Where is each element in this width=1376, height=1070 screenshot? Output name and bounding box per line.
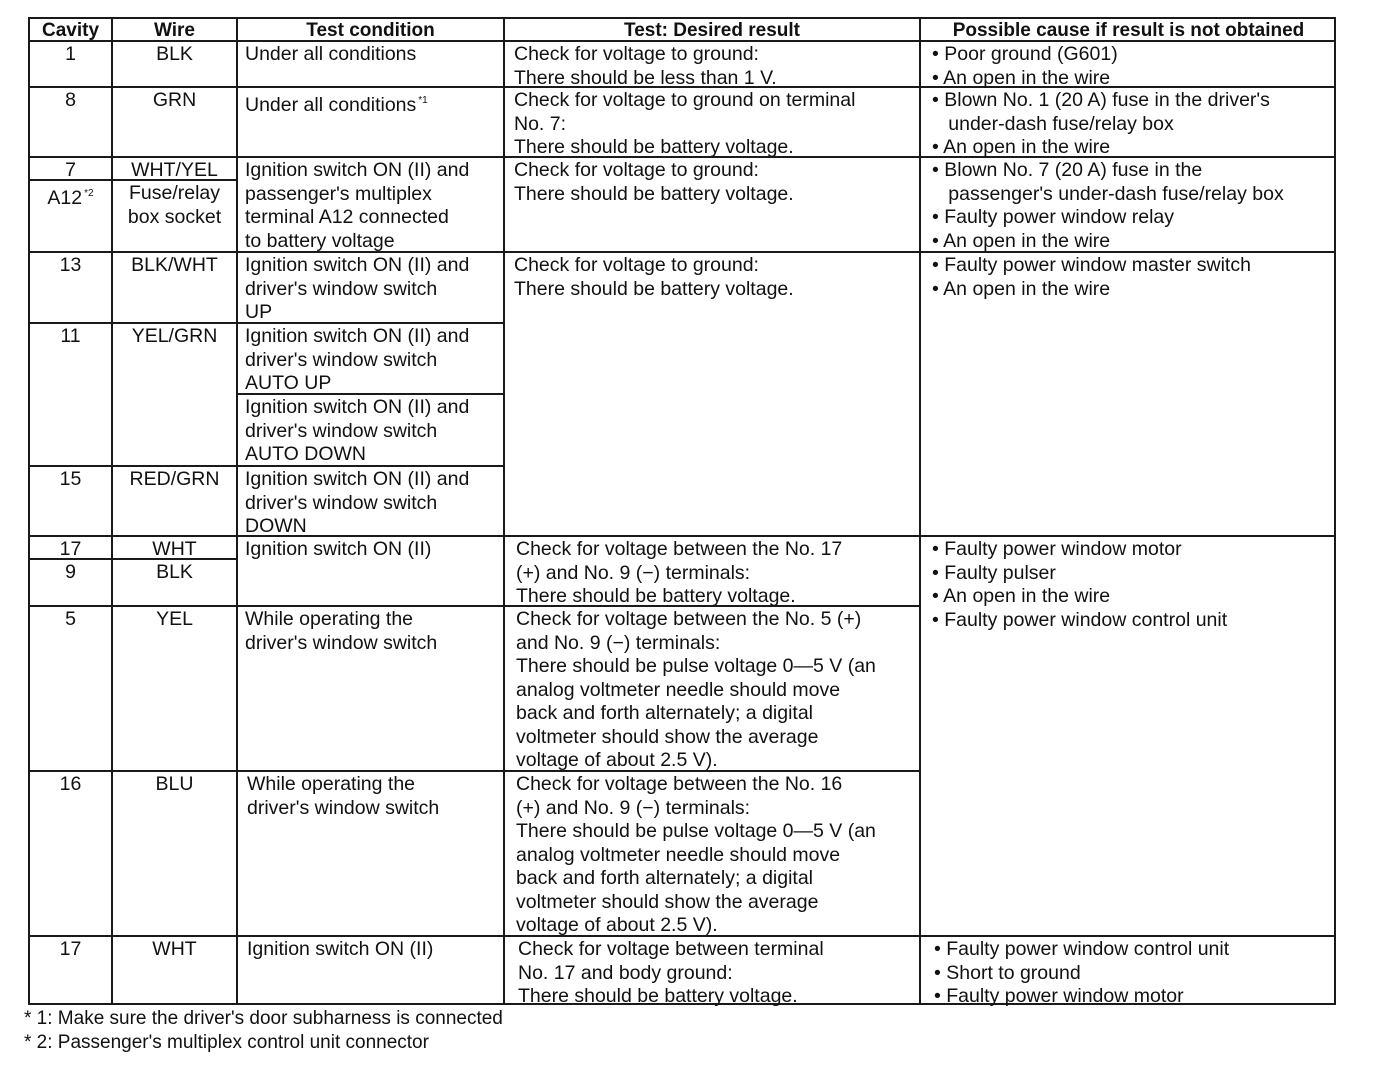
cavity-cell: 17 xyxy=(59,538,82,560)
cavity-cell: 7 xyxy=(65,159,76,181)
condition-cell: Under all conditions $^{*1}$ xyxy=(245,94,428,116)
footnote-1: * 1: Make sure the driver's door subharness is connected xyxy=(24,1008,503,1029)
result-cell: Check for voltage between the No. 5 (+) and No. 9 (−) terminals: There should be pulse voltage 0—5 V (an analog voltmeter needle should move back and forth alternately; a digital voltmeter should show the average voltage of about 2.5 V). xyxy=(516,608,876,771)
cavity-cell: 1 xyxy=(65,43,76,65)
cause-cell: • Poor ground (G601) • An open in the wire xyxy=(932,43,1118,89)
condition-cell: Ignition switch ON (II) xyxy=(247,938,434,960)
cavity-cell: 15 xyxy=(59,468,82,490)
footnote-marker: *1 xyxy=(418,95,428,106)
wire-cell: RED/GRN xyxy=(129,468,220,490)
cavity-cell: 13 xyxy=(59,254,82,276)
wire-cell: WHT xyxy=(152,938,197,960)
condition-cell: While operating the driver's window switch xyxy=(245,608,438,654)
diagnostic-table xyxy=(28,17,1336,1005)
cavity-cell: 17 xyxy=(59,938,82,960)
grid-line xyxy=(503,19,505,1005)
cause-cell: • Blown No. 7 (20 A) fuse in the passenger's under-dash fuse/relay box • Faulty power window relay • An open in the wire xyxy=(932,159,1284,252)
condition-cell: Ignition switch ON (II) and driver's window switch AUTO DOWN xyxy=(245,396,470,465)
footnote-2: * 2: Passenger's multiplex control unit connector xyxy=(24,1032,429,1053)
result-cell: Check for voltage to ground: There should be less than 1 V. xyxy=(514,43,777,89)
cause-cell: • Blown No. 1 (20 A) fuse in the driver's under-dash fuse/relay box • An open in the wire xyxy=(932,89,1270,158)
header-wire: Wire xyxy=(153,20,195,41)
result-cell: Check for voltage to ground on terminal No. 7: There should be battery voltage. xyxy=(514,89,856,158)
cavity-cell: 9 xyxy=(65,561,76,583)
wire-cell: BLK xyxy=(156,561,193,583)
condition-cell: While operating the driver's window switch xyxy=(247,773,440,819)
wire-cell: BLU xyxy=(155,773,194,795)
result-cell: Check for voltage between terminal No. 17 and body ground: There should be battery voltage. xyxy=(518,938,824,1007)
condition-cell: Ignition switch ON (II) xyxy=(245,538,432,560)
footnote-marker: *2 xyxy=(84,188,94,199)
grid-line xyxy=(30,535,1336,537)
result-cell: Check for voltage between the No. 16 (+) and No. 9 (−) terminals: There should be pulse voltage 0—5 V (an analog voltmeter needle should move back and forth alternately; a digital voltmeter should show the average voltage of about 2.5 V). xyxy=(516,773,876,936)
result-cell: Check for voltage to ground: There should be battery voltage. xyxy=(514,159,794,205)
wire-cell: WHT/YEL xyxy=(131,159,218,181)
wire-cell: BLK xyxy=(156,43,193,65)
cause-cell: • Faulty power window motor • Faulty pulser • An open in the wire • Faulty power window control unit xyxy=(932,538,1228,631)
cavity-cell: 16 xyxy=(59,773,82,795)
wire-cell: Fuse/relay box socket xyxy=(127,182,222,228)
grid-line xyxy=(236,19,238,1005)
cavity-cell: 8 xyxy=(65,89,76,111)
wire-cell: GRN xyxy=(152,89,197,111)
grid-line xyxy=(919,19,921,1005)
header-possible-cause: Possible cause if result is not obtained xyxy=(952,20,1305,41)
header-test-condition: Test condition xyxy=(306,20,435,41)
wire-cell: BLK/WHT xyxy=(131,254,218,276)
condition-cell: Ignition switch ON (II) and driver's window switch DOWN xyxy=(245,468,470,537)
wire-cell: YEL/GRN xyxy=(131,325,218,347)
condition-cell: Under all conditions xyxy=(245,43,417,65)
cavity-cell: A12 $^{*2}$ xyxy=(47,187,94,209)
condition-cell: Ignition switch ON (II) and driver's window switch UP xyxy=(245,254,470,323)
header-desired-result: Test: Desired result xyxy=(624,20,800,41)
result-cell: Check for voltage between the No. 17 (+) and No. 9 (−) terminals: There should be battery voltage. xyxy=(516,538,843,607)
cause-cell: • Faulty power window master switch • An open in the wire xyxy=(932,254,1251,300)
cavity-cell: 11 xyxy=(60,325,81,347)
condition-cell: Ignition switch ON (II) and passenger's multiplex terminal A12 connected to battery voltage xyxy=(245,159,470,252)
header-cavity: Cavity xyxy=(41,20,100,41)
cavity-cell: 5 xyxy=(65,608,76,630)
condition-cell: Ignition switch ON (II) and driver's window switch AUTO UP xyxy=(245,325,470,394)
result-cell: Check for voltage to ground: There should be battery voltage. xyxy=(514,254,794,300)
cause-cell: • Faulty power window control unit • Short to ground • Faulty power window motor xyxy=(934,938,1230,1007)
wire-cell: YEL xyxy=(156,608,193,630)
wire-cell: WHT xyxy=(152,538,197,560)
